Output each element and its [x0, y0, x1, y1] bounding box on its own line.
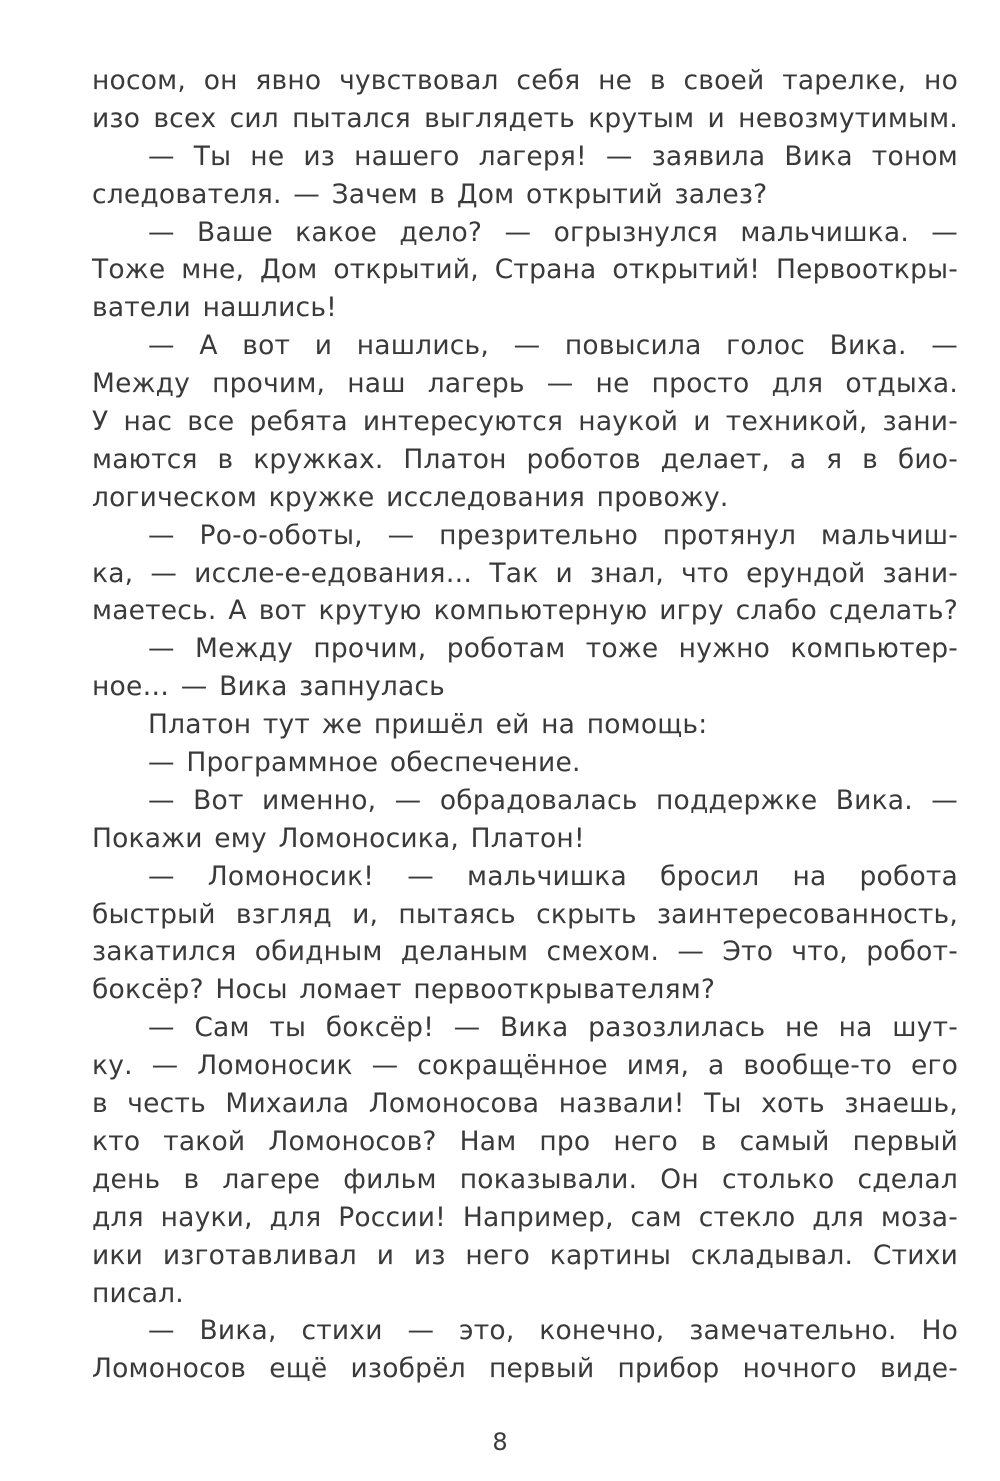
text-line: Ломоносов ещё изобрёл первый прибор ночного виде- — [92, 1353, 958, 1385]
text-line: Между прочим, наш лагерь — не просто для отдыха. — [92, 368, 958, 400]
text-line: Тоже мне, Дом открытий, Страна открытий! Первооткры- — [92, 254, 958, 286]
text-line: маются в кружках. Платон роботов делает, а я в био- — [92, 443, 958, 475]
text-line: носом, он явно чувствовал себя не в своей тарелке, но — [92, 65, 958, 96]
text-line: для науки, для России! Например, сам стекло для моза- — [92, 1201, 958, 1233]
text-line: день в лагере фильм показывали. Он столько сделал — [92, 1163, 958, 1195]
text-line: — А вот и нашлись, — повысила голос Вика. — — [148, 330, 958, 362]
text-line: ики изготавливал и из него картины складывал. Стихи — [92, 1239, 958, 1271]
text-line: изо всех сил пытался выглядеть крутым и невозмутимым. — [92, 102, 958, 134]
text-line: быстрый взгляд и, пытаясь скрыть заинтересованность, — [92, 898, 958, 930]
page-number: 8 — [492, 1428, 508, 1456]
text-line: — Ваше какое дело? — огрызнулся мальчишка. — — [148, 216, 958, 248]
text-line: боксёр? Носы ломает первооткрывателям? — [92, 974, 716, 1006]
text-line: ку. — Ломоносик — сокращённое имя, а вообще-то его — [92, 1050, 958, 1082]
text-line: Платон тут же пришёл ей на помощь: — [148, 709, 708, 741]
text-line: — Программное обеспечение. — [148, 747, 581, 779]
text-line: в честь Михаила Ломоносова назвали! Ты хоть знаешь, — [92, 1088, 958, 1120]
text-line: логическом кружке исследования провожу. — [92, 481, 729, 513]
text-line: Покажи ему Ломоносика, Платон! — [92, 822, 585, 854]
text-line: — Ты не из нашего лагеря! — заявила Вика тоном — [148, 140, 958, 172]
text-line: маетесь. А вот крутую компьютерную игру слабо сделать? — [92, 595, 958, 627]
text-line: ное… — Вика запнулась — [92, 671, 445, 703]
text-line: ка, — иссле-е-едования… Так и знал, что ерундой зани- — [92, 557, 958, 589]
text-line: — Ро-о-оботы, — презрительно протянул мальчиш- — [148, 519, 958, 551]
text-line: — Вика, стихи — это, конечно, замечательно. Но — [148, 1315, 958, 1347]
text-line: — Вот именно, — обрадовалась поддержке Вика. — — [148, 784, 958, 816]
text-line: — Между прочим, роботам тоже нужно компьютер- — [148, 633, 958, 665]
text-line: — Ломоносик! — мальчишка бросил на робота — [148, 860, 958, 892]
text-line: — Сам ты боксёр! — Вика разозлилась не на шут- — [148, 1012, 958, 1044]
body-text — [92, 62, 958, 1388]
text-line: ватели нашлись! — [92, 292, 337, 324]
text-line: закатился обидным деланым смехом. — Это что, робот- — [92, 936, 958, 968]
text-line: писал. — [92, 1277, 184, 1309]
text-line: У нас все ребята интересуются наукой и техникой, зани- — [92, 406, 958, 438]
text-line: следователя. — Зачем в Дом открытий залез? — [92, 178, 768, 210]
text-line: кто такой Ломоносов? Нам про него в самый первый — [92, 1125, 958, 1157]
